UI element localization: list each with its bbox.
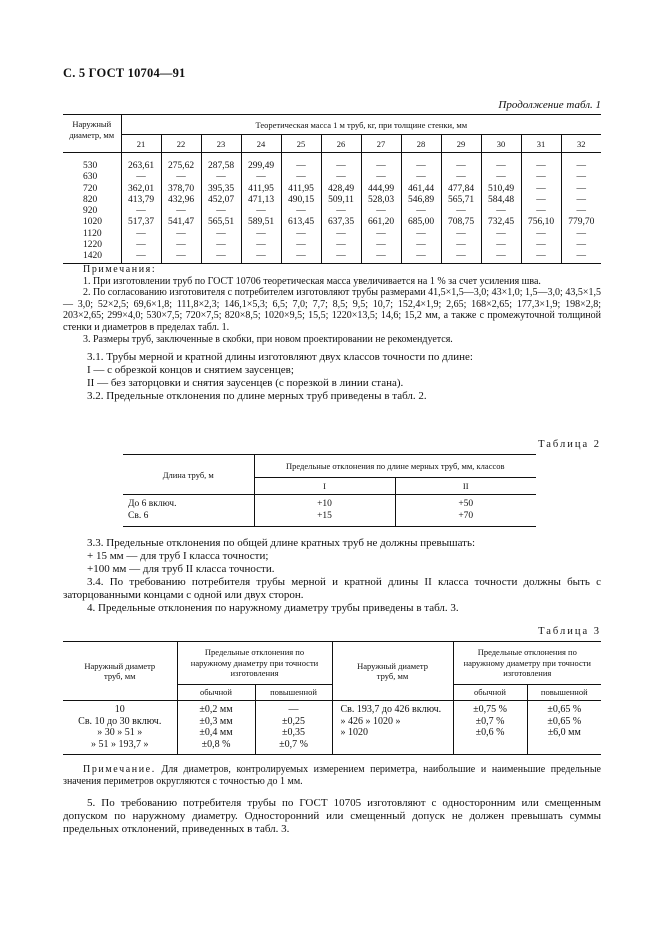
diameter-cell: 530 [83, 161, 98, 171]
mass-cell: 637,35 [321, 217, 361, 228]
mass-cell: — [561, 161, 601, 172]
normal-cell: ±0,7 % [453, 716, 527, 728]
diameter-cell: 720 [83, 183, 98, 194]
table-row [63, 251, 601, 263]
col-thickness: 21 [121, 135, 161, 153]
paragraph: 3.3. Предельные отклонения по общей длине кратных труб не должны превышать: [87, 537, 476, 549]
col-thickness: 30 [481, 135, 521, 153]
mass-cell: — [441, 172, 481, 183]
mass-cell: 471,13 [241, 195, 281, 206]
col-normal-right: обычной [453, 685, 527, 701]
col-thickness: 24 [241, 135, 281, 153]
mass-cell: 510,49 [481, 184, 521, 195]
notes-title: Примечания: [83, 264, 157, 275]
mass-cell: — [441, 229, 481, 240]
col-header-diameter-right: Наружный диаметр труб, мм [332, 642, 453, 701]
mass-cell: — [401, 172, 441, 183]
mass-cell: — [161, 229, 201, 240]
paragraph: 3.1. Трубы мерной и кратной длины изготовляют двух классов точности по длине: [87, 351, 473, 363]
mass-cell: 299,49 [241, 161, 281, 172]
diameter-cell: 1420 [63, 251, 121, 263]
table-3 [63, 641, 601, 755]
mass-cell: 685,00 [401, 217, 441, 228]
normal-cell: ±0,4 мм [177, 727, 255, 739]
mass-cell: 509,11 [321, 195, 361, 206]
table-row [63, 704, 601, 716]
mass-cell: — [401, 161, 441, 172]
high-cell [527, 739, 601, 755]
diameter-cell: 1120 [83, 228, 102, 239]
mass-cell: 444,99 [361, 184, 401, 195]
diameter-cell: 10 [114, 704, 125, 715]
mass-cell: 779,70 [561, 217, 601, 228]
note-title: Примечание. [83, 764, 156, 775]
mass-cell: — [121, 206, 161, 217]
mass-cell: 546,89 [401, 195, 441, 206]
mass-cell: — [201, 251, 241, 263]
table-3-note [63, 764, 601, 787]
table-1 [63, 114, 601, 264]
mass-cell: — [201, 172, 241, 183]
table-3-caption: Таблица 3 [538, 626, 601, 637]
table-row [63, 161, 601, 172]
mass-cell: 565,51 [201, 217, 241, 228]
mass-cell: 432,96 [161, 195, 201, 206]
mass-cell: — [281, 229, 321, 240]
mass-cell: — [281, 240, 321, 251]
mass-cell: — [161, 206, 201, 217]
col-group-deviation-left: Предельные отклонения по наружному диаметру при точности изготовления [177, 642, 332, 685]
mass-cell: — [161, 172, 201, 183]
note-item: 2. По согласованию изготовителя с потребителем изготовляют трубы размерами 41,5×1,5—3,0; 43×1,0; 1,5—3,0; 43,5×1,5— 3,0; 52×2,5; 69,6×1,8; 111,8×2,3; 146,1×5,3; 6,5; 7,0; 7,7; 8,5; 9,5; 10,7; 152,4×1,9; 2,65; 168×2,65; 177,3×1,9; 198×2,8; 203×2,65; 299×4,0; 530×7,5; 720×7,5; 820×8,5; 1020×9,5; 15,5; 1220×13,5; 14,6; 15,2 мм, а также с промежуточной толщиной стенки и диаметров в пределах табл. 1. [63, 287, 601, 333]
col-thickness: 31 [521, 135, 561, 153]
mass-cell: — [161, 251, 201, 263]
mass-cell: 362,01 [121, 184, 161, 195]
high-cell: — [255, 704, 332, 716]
mass-cell: 613,45 [281, 217, 321, 228]
diameter-cell: » 51 » 193,7 » [63, 739, 177, 755]
table-2-caption: Таблица 2 [538, 439, 601, 450]
mass-cell: — [321, 161, 361, 172]
col-thickness: 25 [281, 135, 321, 153]
mass-cell: — [401, 240, 441, 251]
mass-cell: — [481, 172, 521, 183]
mass-cell: 565,71 [441, 195, 481, 206]
mass-cell: 541,47 [161, 217, 201, 228]
mass-cell: — [521, 172, 561, 183]
paragraph: 4. Предельные отклонения по наружному диаметру трубы приведены в табл. 3. [87, 602, 459, 614]
table-continuation-label: Продолжение табл. 1 [498, 99, 601, 111]
mass-cell: — [321, 229, 361, 240]
paragraph: 5. По требованию потребителя трубы по ГОСТ 10705 изготовляют с односторонним или смещенным допуском по наружному диаметру. Односторонний или смещенный допуск не должен превышать суммы предельных отклонений, приведенных в табл. 3. [63, 797, 601, 835]
normal-cell [453, 739, 527, 755]
col-normal-left: обычной [177, 685, 255, 701]
mass-cell: 661,20 [361, 217, 401, 228]
table-2 [123, 454, 536, 527]
paragraph: 3.2. Предельные отклонения по длине мерных труб приведены в табл. 2. [87, 390, 427, 402]
high-cell: ±0,35 [255, 727, 332, 739]
mass-cell: — [361, 251, 401, 263]
section-5-text [63, 797, 601, 836]
mass-cell: 708,75 [441, 217, 481, 228]
mass-cell: — [561, 195, 601, 206]
mass-cell: — [281, 161, 321, 172]
col-thickness: 28 [401, 135, 441, 153]
table-1-notes [63, 264, 601, 345]
mass-cell: — [481, 206, 521, 217]
mass-cell: — [521, 229, 561, 240]
col-header-length: Длина труб, м [123, 455, 254, 495]
mass-cell: — [321, 251, 361, 263]
mass-cell: — [241, 240, 281, 251]
table-row [63, 172, 601, 183]
normal-cell: ±0,75 % [453, 704, 527, 716]
high-cell: ±0,7 % [255, 739, 332, 755]
mass-cell: 411,95 [281, 184, 321, 195]
col-group-deviation: Предельные отклонения по длине мерных труб, мм, классов [254, 455, 536, 478]
table-row [63, 229, 601, 240]
mass-cell: — [481, 229, 521, 240]
mass-cell: — [361, 229, 401, 240]
mass-cell: — [361, 206, 401, 217]
mass-cell: — [281, 206, 321, 217]
col-thickness: 29 [441, 135, 481, 153]
col-high-left: повышенной [255, 685, 332, 701]
note-item: 3. Размеры труб, заключенные в скобки, при новом проектировании не рекомендуется. [83, 333, 453, 345]
mass-cell: — [561, 206, 601, 217]
diameter-cell: » 30 » 51 » [97, 727, 143, 738]
mass-cell: — [521, 195, 561, 206]
mass-cell: — [121, 172, 161, 183]
diameter-cell: 920 [83, 206, 98, 217]
mass-cell: 732,45 [481, 217, 521, 228]
table-row [63, 716, 601, 728]
diameter-cell: Св. 10 до 30 включ. [78, 715, 162, 727]
mass-cell: 589,51 [241, 217, 281, 228]
normal-cell: ±0,6 % [453, 727, 527, 739]
mass-cell: — [521, 184, 561, 195]
section-3b-text [63, 537, 601, 615]
col-group-deviation-right: Предельные отклонения по наружному диаметру при точности изготовления [453, 642, 601, 685]
mass-cell: 275,62 [161, 161, 201, 172]
note-item: 1. При изготовлении труб по ГОСТ 10706 теоретическая масса увеличивается на 1 % за счет усиления шва. [83, 275, 541, 287]
mass-cell: — [481, 161, 521, 172]
mass-cell: — [361, 240, 401, 251]
mass-cell: — [241, 229, 281, 240]
table-row [63, 195, 601, 206]
diameter-cell: 1220 [83, 240, 102, 251]
mass-cell: 490,15 [281, 195, 321, 206]
mass-cell: — [241, 206, 281, 217]
paragraph: II — без заторцовки и снятия заусенцев (с порезкой в линии стана). [87, 377, 404, 389]
mass-cell: 756,10 [521, 217, 561, 228]
diameter-cell: 820 [83, 194, 98, 205]
mass-cell: — [521, 206, 561, 217]
normal-cell: ±0,3 мм [177, 716, 255, 728]
paragraph: +100 мм — для труб II класса точности. [87, 563, 275, 575]
mass-cell: 395,35 [201, 184, 241, 195]
mass-cell: 452,07 [201, 195, 241, 206]
table-row: До 6 включ. +10 +50 [123, 499, 536, 511]
mass-cell: 411,95 [241, 184, 281, 195]
diameter-cell [332, 739, 453, 755]
mass-cell: 287,58 [201, 161, 241, 172]
mass-cell: — [561, 172, 601, 183]
paragraph: + 15 мм — для труб I класса точности; [87, 550, 269, 562]
mass-cell: 413,79 [121, 195, 161, 206]
mass-cell: — [521, 161, 561, 172]
mass-cell: — [161, 240, 201, 251]
table-row [63, 206, 601, 217]
mass-cell: — [281, 172, 321, 183]
mass-cell: — [441, 161, 481, 172]
section-3-text [63, 351, 601, 403]
table-row [63, 240, 601, 251]
high-cell: ±0,65 % [527, 704, 601, 716]
col-thickness: 22 [161, 135, 201, 153]
mass-cell: — [121, 251, 161, 263]
mass-cell: — [561, 251, 601, 263]
mass-cell: — [201, 206, 241, 217]
mass-cell: — [121, 240, 161, 251]
high-cell: ±6,0 мм [527, 727, 601, 739]
note-text: Для диаметров, контролируемых измерением периметра, наибольшие и наименьшие предельные значения периметров округляются с точностью до 1 мм. [63, 764, 601, 787]
mass-cell: — [281, 251, 321, 263]
mass-cell: — [521, 251, 561, 263]
col-high-right: повышенной [527, 685, 601, 701]
mass-cell: — [561, 240, 601, 251]
mass-cell: — [121, 229, 161, 240]
mass-cell: — [441, 251, 481, 263]
mass-cell: — [241, 251, 281, 263]
mass-cell: — [401, 229, 441, 240]
mass-cell: 517,37 [121, 217, 161, 228]
diameter-cell: 1020 [83, 217, 102, 228]
mass-cell: — [441, 206, 481, 217]
high-cell: ±0,25 [255, 716, 332, 728]
normal-cell: ±0,2 мм [177, 704, 255, 716]
mass-cell: — [201, 240, 241, 251]
col-class-1: I [254, 478, 395, 495]
mass-cell: 378,70 [161, 184, 201, 195]
table-row: Св. 6 +15 +70 [123, 511, 536, 527]
mass-cell: — [441, 240, 481, 251]
mass-cell: — [481, 240, 521, 251]
col-thickness: 26 [321, 135, 361, 153]
table-row [63, 184, 601, 195]
diameter-cell: Св. 193,7 до 426 включ. [332, 704, 453, 716]
paragraph: 3.4. По требованию потребителя трубы мерной и кратной длины II класса точности должны быть с заторцованными концами с одной или двух сторон. [63, 576, 601, 601]
mass-cell: — [241, 172, 281, 183]
mass-cell: 477,84 [441, 184, 481, 195]
col-header-diameter: Наружный диаметр, мм [63, 115, 121, 153]
mass-cell: 263,61 [121, 161, 161, 172]
high-cell: ±0,65 % [527, 716, 601, 728]
diameter-cell: » 1020 [332, 727, 453, 739]
col-header-diameter-left: Наружный диаметр труб, мм [63, 642, 177, 701]
mass-cell: 461,44 [401, 184, 441, 195]
col-class-2: II [395, 478, 536, 495]
mass-cell: 528,03 [361, 195, 401, 206]
paragraph: I — с обрезкой концов и снятием заусенцев; [87, 364, 294, 376]
col-thickness: 32 [561, 135, 601, 153]
mass-cell: — [521, 240, 561, 251]
mass-cell: — [401, 206, 441, 217]
mass-cell: 428,49 [321, 184, 361, 195]
mass-cell: — [401, 251, 441, 263]
col-group-mass: Теоретическая масса 1 м труб, кг, при толщине стенки, мм [121, 115, 601, 135]
mass-cell: — [561, 229, 601, 240]
normal-cell: ±0,8 % [177, 739, 255, 755]
mass-cell: — [321, 240, 361, 251]
mass-cell: — [561, 184, 601, 195]
mass-cell: — [361, 172, 401, 183]
page-header: С. 5 ГОСТ 10704—91 [63, 66, 186, 80]
mass-cell: — [361, 161, 401, 172]
mass-cell: — [321, 206, 361, 217]
mass-cell: — [481, 251, 521, 263]
col-thickness: 23 [201, 135, 241, 153]
mass-cell: — [321, 172, 361, 183]
table-row [63, 739, 601, 755]
diameter-cell: 630 [83, 172, 98, 183]
table-row [63, 217, 601, 228]
mass-cell: 584,48 [481, 195, 521, 206]
diameter-cell: » 426 » 1020 » [332, 716, 453, 728]
col-thickness: 27 [361, 135, 401, 153]
mass-cell: — [201, 229, 241, 240]
table-row [63, 727, 601, 739]
